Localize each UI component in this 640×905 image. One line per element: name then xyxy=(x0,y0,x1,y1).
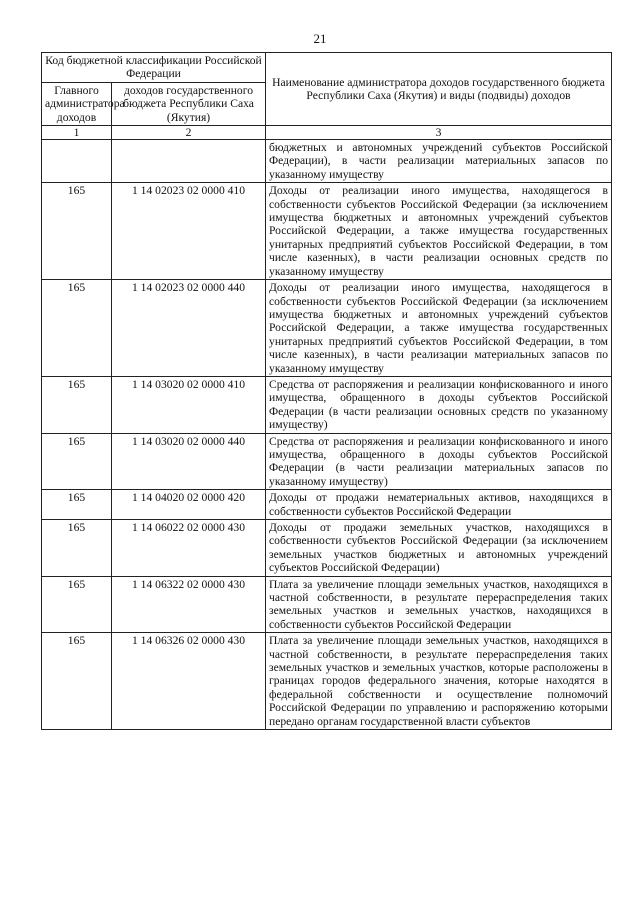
header-administrator-name: Наименование администратора доходов государственного бюджета Республики Саха (Якутия) и виды (подвиды) доходов xyxy=(266,53,612,126)
revenue-code-cell: 1 14 03020 02 0000 440 xyxy=(112,433,266,490)
admin-code-cell: 165 xyxy=(42,520,112,577)
header-revenue-code: доходов государственного бюджета Республики Саха (Якутия) xyxy=(112,82,266,125)
revenue-name-cell: Доходы от реализации иного имущества, находящегося в собственности субъектов Российской Федерации (за исключением имущества бюджетных и автономных учреждений субъектов Российской Федерации, а также имущества государственных унитарных предприятий субъектов Российской Федерации, в том числе казенных), в части реализации материальных запасов по указанному имуществу xyxy=(266,280,612,377)
revenue-code-cell: 1 14 04020 02 0000 420 xyxy=(112,490,266,520)
revenue-code-cell: 1 14 06022 02 0000 430 xyxy=(112,520,266,577)
admin-code-cell: 165 xyxy=(42,576,112,633)
revenue-codes-table xyxy=(41,52,612,730)
table-header xyxy=(42,53,612,140)
revenue-name-cell: Средства от распоряжения и реализации конфискованного и иного имущества, обращенного в доходы субъектов Российской Федерации (в части реализации материальных запасов по указанному имуществу) xyxy=(266,433,612,490)
table-row xyxy=(42,490,612,520)
revenue-name-cell: бюджетных и автономных учреждений субъектов Российской Федерации), в части реализации материальных запасов по указанному имуществу xyxy=(266,140,612,183)
admin-code-cell: 165 xyxy=(42,633,112,730)
revenue-name-cell: Средства от распоряжения и реализации конфискованного и иного имущества, обращенного в доходы субъектов Российской Федерации (в части реализации основных средств по указанному имуществу) xyxy=(266,376,612,433)
revenue-code-cell: 1 14 02023 02 0000 440 xyxy=(112,280,266,377)
admin-code-cell: 165 xyxy=(42,183,112,280)
column-number-3: 3 xyxy=(266,126,612,140)
revenue-code-cell: 1 14 06322 02 0000 430 xyxy=(112,576,266,633)
table-row xyxy=(42,520,612,577)
table-row xyxy=(42,280,612,377)
revenue-name-cell: Доходы от реализации иного имущества, находящегося в собственности субъектов Российской Федерации (за исключением имущества бюджетных и автономных учреждений субъектов Российской Федерации, а также имущества государственных унитарных предприятий субъектов Российской Федерации, в том числе казенных), в части реализации основных средств по указанному имуществу xyxy=(266,183,612,280)
revenue-name-cell: Плата за увеличение площади земельных участков, находящихся в частной собственности, в результате перераспределения таких земельных участков и земельных участков, которые расположены в границах городов федерального значения, которые находятся в федеральной собственности и осуществление полномочий Российской Федерации по управлению и распоряжению которыми передано органам государственной власти субъектов xyxy=(266,633,612,730)
revenue-name-cell: Доходы от продажи земельных участков, находящихся в собственности субъектов Российской Федерации (за исключением земельных участков бюджетных и автономных учреждений субъектов Российской Федерации) xyxy=(266,520,612,577)
revenue-code-cell: 1 14 03020 02 0000 410 xyxy=(112,376,266,433)
header-budget-classification: Код бюджетной классификации Российской Федерации xyxy=(42,53,266,83)
header-main-administrator: Главного администратора доходов xyxy=(42,82,112,125)
admin-code-cell: 165 xyxy=(42,433,112,490)
column-number-2: 2 xyxy=(112,126,266,140)
admin-code-cell: 165 xyxy=(42,280,112,377)
page-number: 21 xyxy=(313,31,327,46)
admin-code-cell: 165 xyxy=(42,490,112,520)
admin-code-cell: 165 xyxy=(42,376,112,433)
admin-code-cell xyxy=(42,140,112,183)
table-row xyxy=(42,433,612,490)
table-row xyxy=(42,633,612,730)
table-row xyxy=(42,140,612,183)
revenue-code-cell: 1 14 02023 02 0000 410 xyxy=(112,183,266,280)
revenue-name-cell: Плата за увеличение площади земельных участков, находящихся в частной собственности, в результате перераспределения таких земельных участков и земельных участков, находящихся в собственности субъектов Российской Федерации xyxy=(266,576,612,633)
revenue-code-cell xyxy=(112,140,266,183)
table-row xyxy=(42,376,612,433)
revenue-code-cell: 1 14 06326 02 0000 430 xyxy=(112,633,266,730)
revenue-name-cell: Доходы от продажи нематериальных активов, находящихся в собственности субъектов Российской Федерации xyxy=(266,490,612,520)
table-row xyxy=(42,183,612,280)
table-row xyxy=(42,576,612,633)
table-body xyxy=(42,140,612,730)
column-number-1: 1 xyxy=(42,126,112,140)
